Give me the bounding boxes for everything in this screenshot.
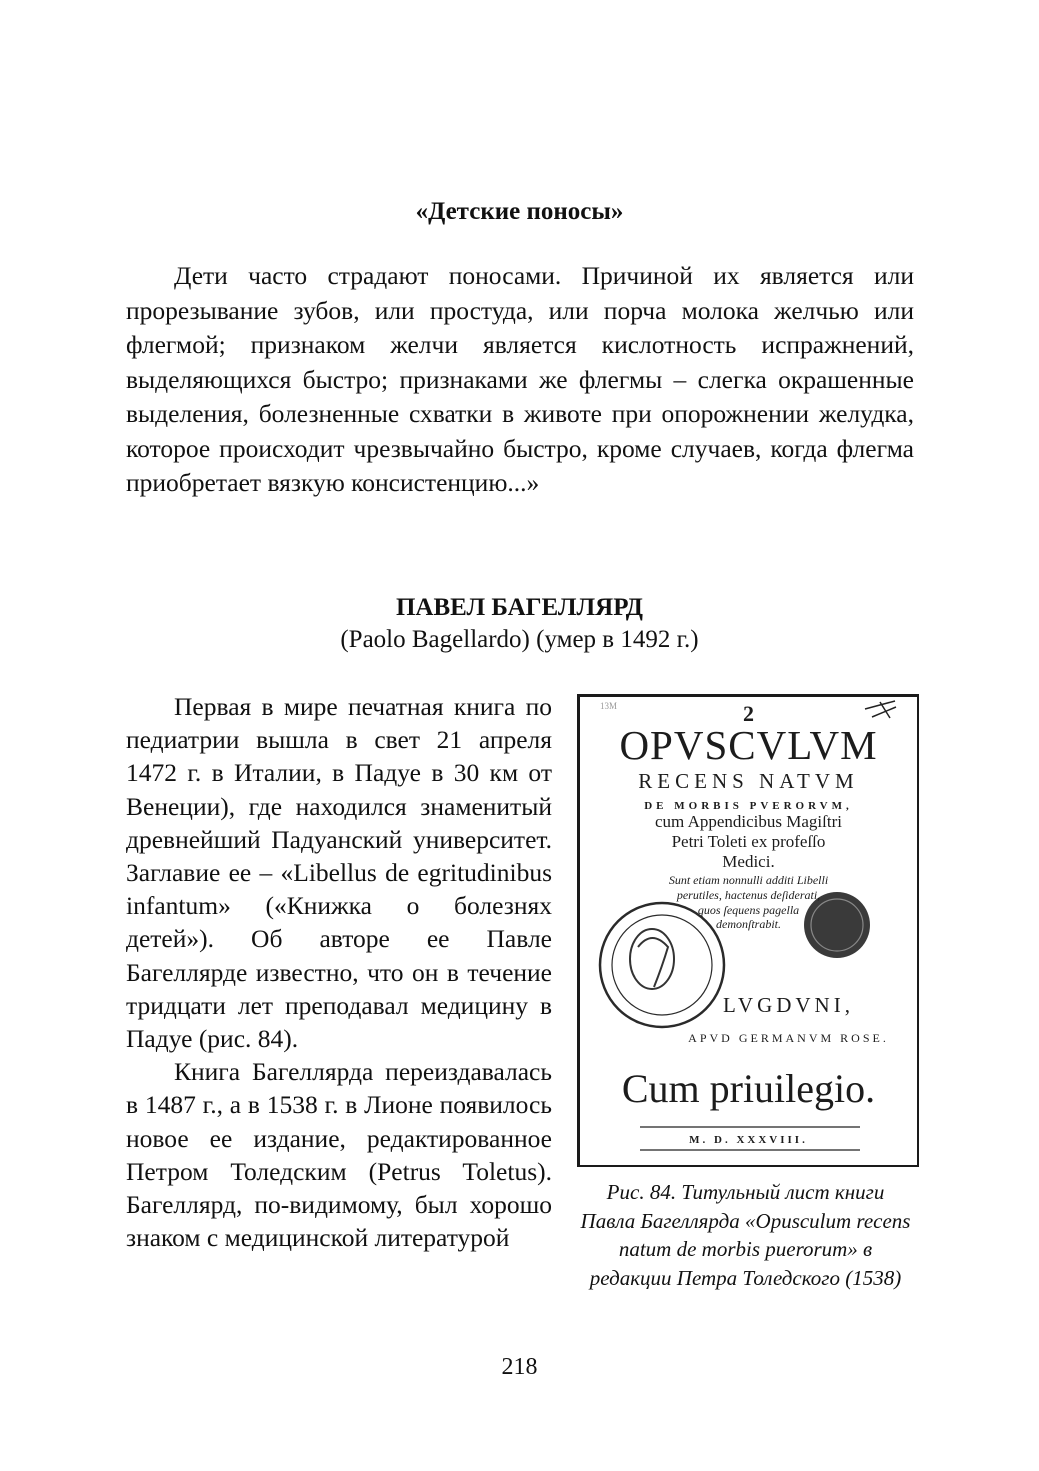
page-number: 218 <box>501 1354 538 1380</box>
figure-publisher: APVD GERMANVM ROSE. <box>688 1031 889 1045</box>
figure-place: LVGDVNI, <box>723 993 854 1017</box>
body-paragraph: Дети часто страдают поносами. Причиной их является или прорезывание зубов, или простуда, или порча молока желчью или флегмой; признаком желчи является кислотность испражнений, выделяющихся быстро; признаками же флегмы – слегка окрашенные выделения, болезненные схватки в животе при опорожнении желудка, которое происходит чрезвычайно быстро, кроме случаев, когда флегма приобретает вязкую консистенцию...» <box>126 261 914 497</box>
figure-small-4: demonſtrabit. <box>716 917 781 931</box>
figure-title-page <box>577 694 919 1167</box>
figure-caption: Рис. 84. Титульный лист книги Павла Багеллярда «Opusculum recens natum de morbis puerorum» в редакции Петра Толедского (1538) <box>580 1180 911 1290</box>
svg-text:13M: 13M <box>600 701 618 711</box>
figure-privilege: Cum priuilegio. <box>621 1066 876 1111</box>
figure-small-1: Sunt etiam nonnulli additi Libelli <box>668 873 829 887</box>
figure-year: M. D. XXXVIII. <box>689 1134 808 1146</box>
figure-book-subtitle: RECENS NATVM <box>638 769 859 793</box>
figure-book-title: OPVSCVLVM <box>619 722 878 768</box>
figure-small-3: quos ſequens pagella <box>697 903 800 917</box>
figure-number-mark: 2 <box>743 701 754 726</box>
section-title: «Детские поносы» <box>415 198 624 225</box>
figure-line-2: Petri Toleti ex profeſſo <box>671 832 826 851</box>
column-paragraph-1: Первая в мире печатная книга по педиатрии вышла в свет 21 апреля 1472 г. в Италии, в Падуе в 30 км от Венеции), где находился знаменитый древнейший Падуанский университет. Заглавие ее – «Libellus de egritudinibus infantum» («Книжка о болезнях детей»). Об авторе ее Павле Багеллярде известно, что он в течение тридцати лет преподавал медицину в Падуе (рис. 84). <box>126 692 552 1054</box>
figure-line-de: DE MORBIS PVERORVM, <box>644 800 853 812</box>
figure-small-2: perutiles, hactenus deſiderati, <box>676 888 821 902</box>
left-column <box>126 690 552 1254</box>
author-heading: ПАВЕЛ БАГЕЛЛЯРД <box>395 594 643 621</box>
figure-line-1: cum Appendicibus Magiſtri <box>655 812 842 831</box>
author-subheading: (Paolo Bagellardo) (умер в 1492 г.) <box>340 626 699 653</box>
figure-line-3: Medici. <box>722 852 775 871</box>
column-paragraph-2: Книга Багеллярда переиздавалась в 1487 г., а в 1538 г. в Лионе появилось новое ее издание, редактированное Петром Толедским (Petrus Toletus). Багеллярд, по-видимому, был хорошо знаком с медицинской литературой <box>126 1057 552 1253</box>
